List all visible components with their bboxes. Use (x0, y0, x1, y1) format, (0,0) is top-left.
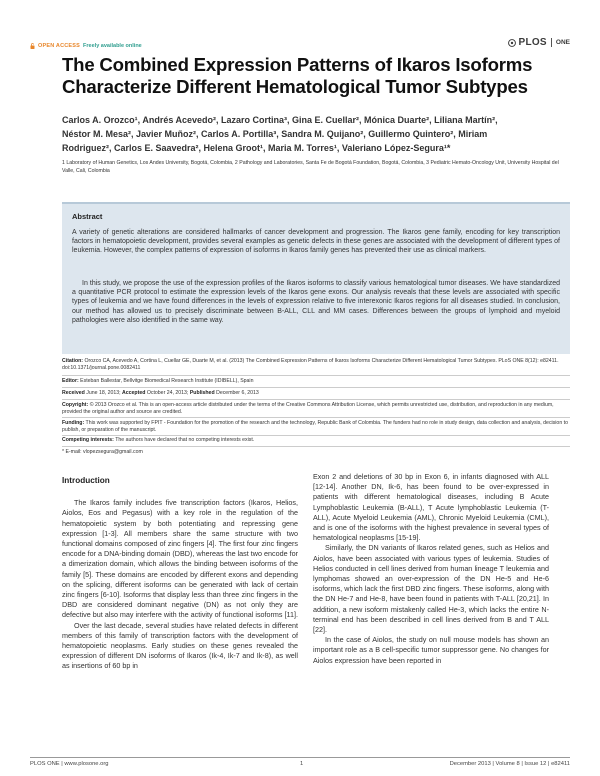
freely-available-label: Freely available online (83, 43, 142, 49)
editor-label: Editor: (62, 378, 79, 384)
meta-divider (62, 399, 570, 400)
published-date: December 6, 2013 (216, 390, 259, 396)
footer-page-number: 1 (300, 761, 304, 767)
copyright-label: Copyright: (62, 402, 89, 408)
author-list (62, 113, 562, 155)
email-block (62, 449, 570, 456)
published-label: Published (189, 390, 215, 396)
author-line-1: Carlos A. Orozco¹, Andrés Acevedo², Lazaro Cortina³, Gina E. Cuellar², Mónica Duarte², Liliana Martín², (62, 115, 498, 125)
journal-logo-one: ONE (555, 39, 570, 46)
footer-journal[interactable]: PLOS ONE | www.plosone.org (30, 761, 109, 767)
open-access-lock-icon (30, 43, 35, 49)
funding-text: This work was supported by FPIT - Foundation for the promotion of the research and the technology, Republic Bank of Colombia. The funders had no role in study design, data collection and analysis, decision to publish, or preparation of the manuscript. (62, 420, 568, 433)
meta-divider (62, 446, 570, 447)
editor-text: Esteban Ballestar, Bellvitge Biomedical Research Institute (IDIBELL), Spain (80, 378, 254, 384)
meta-divider (62, 375, 570, 376)
article-title: The Combined Expression Patterns of Ikaros Isoforms Characterize Different Hematological Tumor Subtypes (62, 54, 533, 97)
open-access-label: OPEN ACCESS (38, 43, 81, 49)
body-column-right (313, 472, 549, 666)
meta-divider (62, 387, 570, 388)
open-access-banner (30, 43, 142, 49)
meta-divider (62, 417, 570, 418)
citation-block (62, 358, 570, 372)
journal-logo (508, 37, 570, 48)
meta-divider (62, 435, 570, 436)
author-line-3: Rodriguez², Carlos E. Saavedra², Helena Groot¹, Maria M. Torres¹, Valeriano López-Segura¹* (62, 143, 451, 153)
author-line-2: Néstor M. Mesa², Javier Muñoz², Carlos A. Portilla³, Sandra M. Quijano², Guillermo Quintero², Miriam (62, 129, 488, 139)
editor-block (62, 378, 570, 385)
received-label: Received (62, 390, 85, 396)
competing-interests-block (62, 437, 570, 444)
dates-block (62, 390, 570, 397)
abstract-paragraph-2: In this study, we propose the use of the expression profiles of the Ikaros isoforms to classify various hematological tumor diseases. We have standardized a quantitative PCR protocol to estimate the expression levels of the Ikaros gene exons. Our analysis reveals that these levels are associated with specific types of leukemia and we have found differences in the levels of expression relative to five interexonic Ikaros regions for all diseases studied. In conclusion, our method has allowed us to precisely discriminate between B-ALL, CLL and MM cases. Differences between the groups of lymphoid and myeloid pathologies were also identified in the same way. (72, 280, 560, 324)
intro-paragraph-5: In the case of Aiolos, the study on null mouse models has shown an important role as a B cell-specific tumor suppressor gene. No changes for Aiolos expression have been reported in (313, 635, 549, 665)
corresponding-email[interactable]: * E-mail: vlopezsegura@gmail.com (62, 449, 143, 455)
intro-paragraph-2: Over the last decade, several studies have related defects in different members of this family of transcription factors with the development of hematopoietic neoplasms. Early studies on these genes revealed the expression of different DN isoforms of Ikaros (Ik-4, Ik-7 and Ik-8), as well as insertions of 60 bp in (62, 620, 298, 671)
accepted-date: October 24, 2013; (146, 390, 189, 396)
competing-text: The authors have declared that no competing interests exist. (115, 437, 255, 443)
plos-flower-icon (508, 39, 516, 47)
accepted-label: Accepted (122, 390, 146, 396)
affiliations: 1 Laboratory of Human Genetics, Los Andes University, Bogotá, Colombia, 2 Pathology and Laboratories, Santa Fe de Bogotá Foundation, Bogotá, Colombia, 3 Pediatric Hemato-Oncology Unit, University Hospital del Valle, Cali, Colombia (62, 160, 559, 174)
copyright-block (62, 402, 570, 416)
intro-paragraph-1: The Ikaros family includes five transcription factors (Ikaros, Helios, Aiolos, Eos and Pegasus) with a key role in the regulation of the hematopoietic system by both potentiating and repressing gene expression [1-3]. All members share the same structure with two functional domains composed of zinc fingers [4]. The first four zinc fingers encode for a DNA-binding domain (DBD), whereas the last two encode for a dimerization domain, which allows the binding between isoforms of the family [5]. These domains are encoded by different exons and depending on the splicing, different isoforms can be generated with lack of certain zinc fingers [6-10]. Isoforms that display less than three zinc fingers in the DBD are considered dominant negative (DN) as not only they are defective but also may interfere with the activity of functional isoforms [11]. (62, 498, 298, 620)
abstract-paragraph-1: A variety of genetic alterations are considered hallmarks of cancer development and progression. The Ikaros gene family, encoding for key transcription factors in hematopoietic development, provides several examples as genetic defects in these genes are associated with the development of different types of leukemia. However, the complex patterns of expression of isoforms in Ikaros family genes has prevented their use as clinical markers. (72, 229, 560, 255)
funding-block (62, 420, 570, 434)
intro-paragraph-3: Exon 2 and deletions of 30 bp in Exon 6, in infants diagnosed with ALL [12-14]. Another DN, Ik-6, has been found to be over-expressed in patients with different hematological diseases, including B Acute Lymphoblastic Leukemia (B-ALL), T Acute lymphoblastic Leukemia (T-ALL), Acute Myeloid Leukemia (AML), Chronic Myeloid Leukemia (CML), and is one of the isoforms with the highest prevalence in several types of hematological neoplasms [15-19]. (313, 472, 549, 543)
journal-logo-plos: PLOS (518, 37, 547, 48)
section-heading-introduction: Introduction (62, 476, 110, 485)
logo-divider (551, 38, 552, 47)
abstract-heading: Abstract (72, 212, 103, 221)
funding-label: Funding: (62, 420, 85, 426)
citation-label: Citation: (62, 358, 84, 364)
copyright-text: © 2013 Orozco et al. This is an open-access article distributed under the terms of the Creative Commons Attribution License, which permits unrestricted use, distribution, and reproduction in any medium, provided the original author and source are credited. (62, 402, 554, 415)
citation-text: Orozco CA, Acevedo A, Cortina L, Cuellar GE, Duarte M, et al. (2013) The Combined Expression Patterns of Ikaros Isoforms Characterize Different Hematological Tumor Subtypes. PLoS ONE 8(12): e82411. doi:10.1371/journal.pone.0082411 (62, 358, 559, 371)
body-column-left (62, 476, 298, 672)
competing-label: Competing interests: (62, 437, 114, 443)
received-date: June 18, 2013; (86, 390, 121, 396)
abstract-box (62, 202, 570, 354)
page-footer (30, 757, 570, 768)
footer-issue: December 2013 | Volume 8 | Issue 12 | e82411 (449, 761, 570, 767)
intro-paragraph-4: Similarly, the DN variants of Ikaros related genes, such as Helios and Aiolos, have been associated with various types of leukemia. Studies of Helios conducted in cell lines derived from human lineage T leukemia and lymphomas showed an over-expression of the DN He-5 and He-6 isoforms, which lack the first DBD zinc fingers. These isoforms, along with the DN He-7 and He-8, have been found in patients with T-ALL [20,21]. In addition, a new isoform mistakenly called He-3, which lacks the entire N-terminal end has been described in cell lines derived from B and T ALL [22]. (313, 543, 549, 635)
